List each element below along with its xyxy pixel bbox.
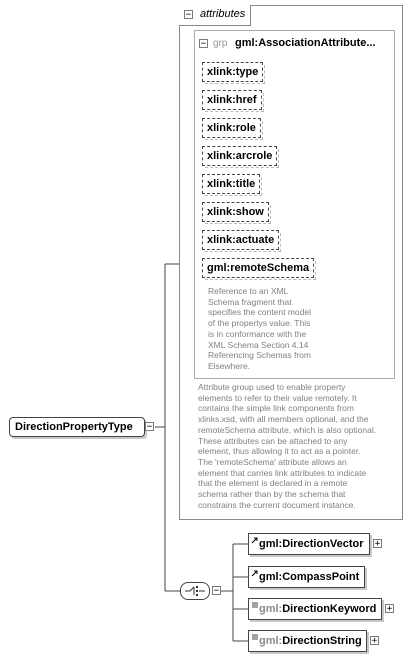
choice-icon [181,583,209,599]
element-direction-string[interactable]: gml:DirectionString [248,630,367,652]
element-direction-keyword[interactable]: gml:DirectionKeyword [248,598,382,620]
attribute-xlink-arcrole[interactable]: xlink:arcrole [202,146,277,166]
choice-compositor[interactable] [180,582,210,600]
attribute-xlink-type[interactable]: xlink:type [202,62,263,82]
collapse-attributes-icon[interactable]: − [185,10,192,20]
expand-direction-vector-icon[interactable]: + [374,539,381,549]
attribute-xlink-title[interactable]: xlink:title [202,174,260,194]
remote-schema-documentation: Reference to an XML Schema fragment that specifies the content model of the propertys value. This is in conformance with the XML Schema Section 4.14 Referencing Schemas from Elsewhere. [208,286,312,371]
collapse-group-icon[interactable]: − [200,39,207,49]
collapse-root-icon[interactable]: − [146,422,153,432]
attribute-xlink-show[interactable]: xlink:show [202,202,269,222]
attribute-gml-remoteschema[interactable]: gml:remoteSchema [202,258,314,278]
collapse-choice-icon[interactable]: − [213,586,220,596]
root-complex-type[interactable]: DirectionPropertyType [9,417,145,437]
group-prefix: grp [213,38,228,49]
attribute-xlink-actuate[interactable]: xlink:actuate [202,230,279,250]
attribute-xlink-role[interactable]: xlink:role [202,118,261,138]
element-direction-vector[interactable]: gml:DirectionVector [248,533,370,555]
group-name[interactable]: gml:AssociationAttribute... [235,37,376,49]
expand-direction-keyword-icon[interactable]: + [386,604,393,614]
element-lines-icon [251,633,259,641]
reference-arrow-icon [251,569,259,577]
element-compass-point[interactable]: gml:CompassPoint [248,566,365,588]
expand-direction-string-icon[interactable]: + [371,636,378,646]
element-lines-icon [251,601,259,609]
attribute-group-documentation: Attribute group used to enable property elements to refer to their value remotely. It contains the simple link components from xlinks.xsd, with all members optional, and the remoteSchema attribute, which is also optional. These attributes can be attached to any element, thus allowing it to act as a pointer. The 'remoteSchema' attribute allows an element that carries link attributes to indicate that the element is declared in a remote schema rather than by the schema that constrains the current document instance. [198,382,377,510]
attribute-xlink-href[interactable]: xlink:href [202,90,262,110]
reference-arrow-icon [251,536,259,544]
attributes-label: attributes [200,8,246,20]
